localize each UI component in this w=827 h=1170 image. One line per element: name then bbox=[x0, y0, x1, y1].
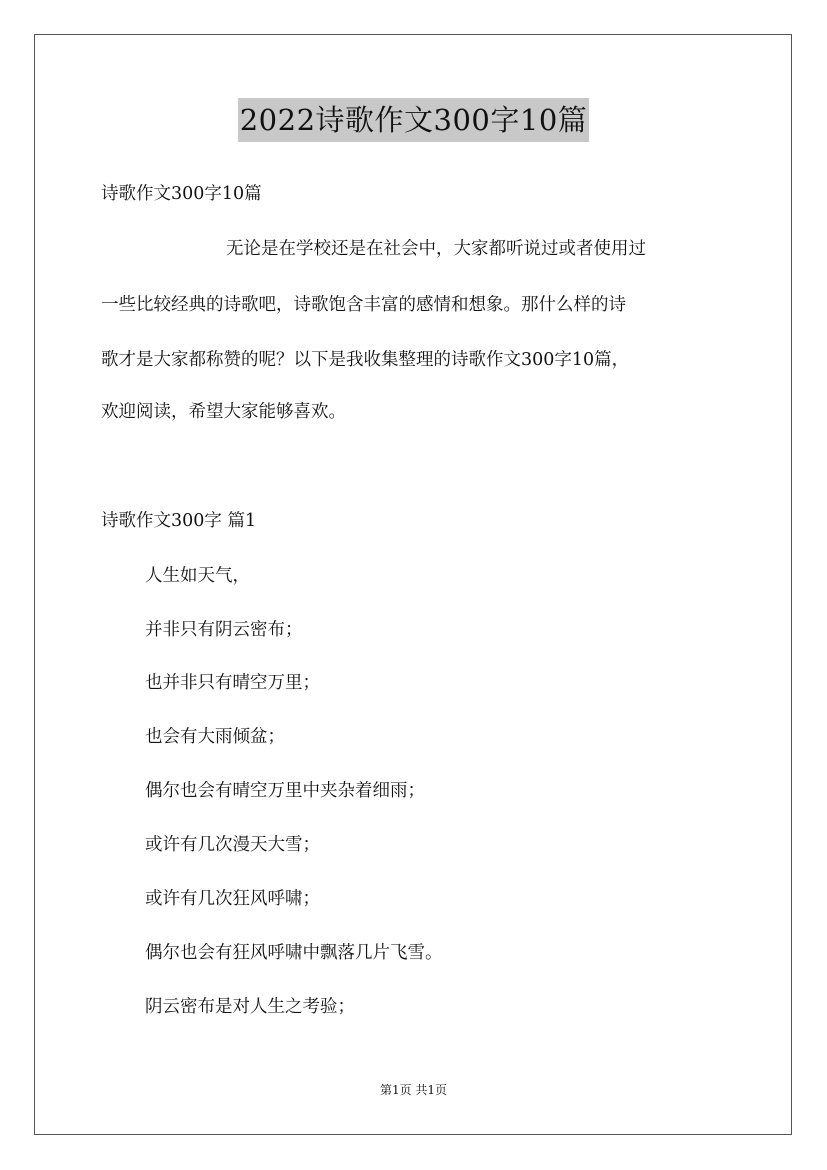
poem-line-6: 或许有几次漫天大雪； bbox=[145, 835, 320, 855]
intro-line-4: 欢迎阅读，希望大家能够喜欢。 bbox=[101, 402, 346, 422]
document-subtitle: 诗歌作文300字10篇 bbox=[101, 184, 262, 204]
intro-line-2: 一些比较经典的诗歌吧，诗歌饱含丰富的感情和想象。那什么样的诗 bbox=[101, 295, 626, 315]
poem-line-2: 并非只有阴云密布； bbox=[145, 620, 303, 640]
document-title: 2022诗歌作文300字10篇 bbox=[238, 98, 590, 142]
poem-line-5: 偶尔也会有晴空万里中夹杂着细雨； bbox=[145, 781, 425, 801]
poem-line-1: 人生如天气， bbox=[145, 566, 250, 586]
poem-line-7: 或许有几次狂风呼啸； bbox=[145, 889, 320, 909]
page-footer: 第1页 共1页 bbox=[379, 1083, 448, 1097]
section-heading: 诗歌作文300字 篇1 bbox=[101, 511, 257, 531]
poem-line-4: 也会有大雨倾盆； bbox=[145, 727, 285, 747]
title-container bbox=[0, 98, 827, 142]
poem-line-9: 阴云密布是对人生之考验； bbox=[145, 997, 355, 1017]
poem-line-8: 偶尔也会有狂风呼啸中飘落几片飞雪。 bbox=[145, 943, 443, 963]
intro-line-1: 无论是在学校还是在社会中，大家都听说过或者使用过 bbox=[226, 239, 646, 259]
poem-line-3: 也并非只有晴空万里； bbox=[145, 673, 320, 693]
intro-line-3: 歌才是大家都称赞的呢？以下是我收集整理的诗歌作文300字10篇， bbox=[101, 350, 630, 370]
